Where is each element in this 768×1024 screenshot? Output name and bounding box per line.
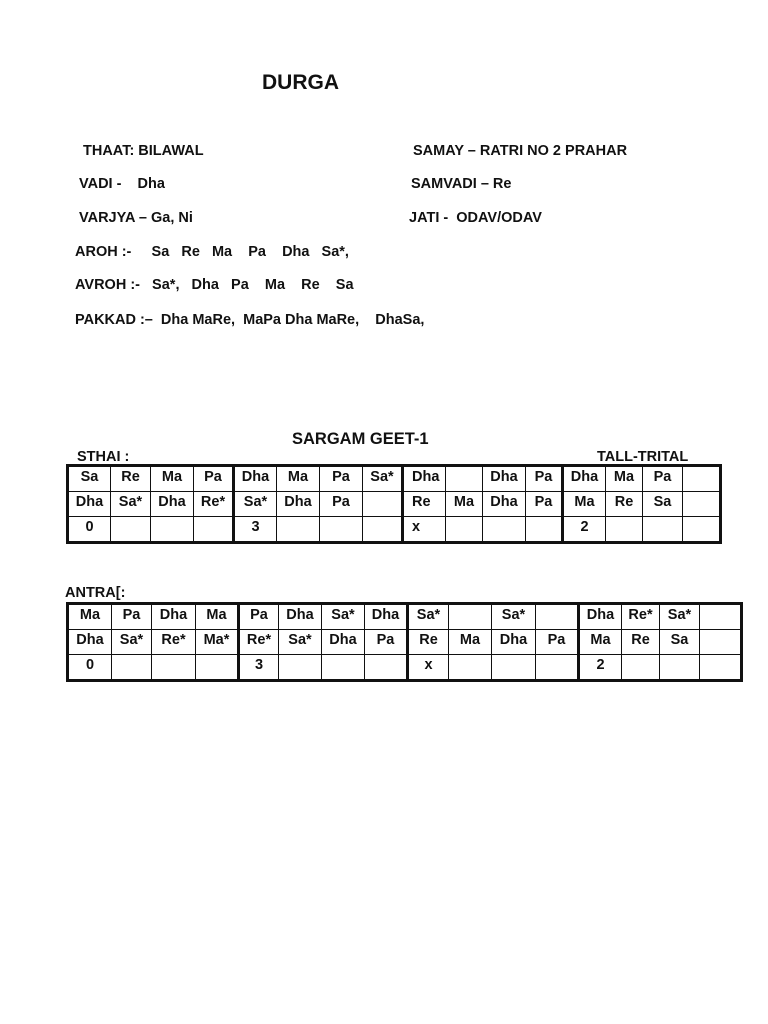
sthai-cell bbox=[683, 492, 721, 517]
antra-row bbox=[68, 655, 742, 681]
antra-cell: Re* bbox=[239, 630, 279, 655]
sthai-table bbox=[66, 464, 722, 544]
antra-cell: 0 bbox=[68, 655, 112, 681]
antra-cell bbox=[449, 604, 492, 630]
sthai-cell bbox=[643, 517, 683, 543]
antra-cell bbox=[152, 655, 196, 681]
sthai-cell: Sa* bbox=[111, 492, 151, 517]
antra-cell: Ma* bbox=[196, 630, 239, 655]
antra-cell: Dha bbox=[579, 604, 622, 630]
antra-cell: 3 bbox=[239, 655, 279, 681]
antra-cell: 2 bbox=[579, 655, 622, 681]
antra-cell bbox=[622, 655, 660, 681]
sthai-cell: 0 bbox=[68, 517, 111, 543]
sthai-cell: Sa* bbox=[363, 466, 403, 492]
antra-cell: Pa bbox=[536, 630, 579, 655]
sthai-row bbox=[68, 492, 721, 517]
samay-text: SAMAY – RATRI NO 2 PRAHAR bbox=[413, 143, 628, 159]
antra-cell bbox=[365, 655, 408, 681]
sthai-cell bbox=[363, 492, 403, 517]
sthai-cell: Dha bbox=[151, 492, 194, 517]
sthai-cell: Sa* bbox=[234, 492, 277, 517]
antra-cell: Sa* bbox=[112, 630, 152, 655]
taal-label: TALL-TRITAL bbox=[597, 449, 689, 465]
sthai-cell: Ma bbox=[277, 466, 320, 492]
antra-cell bbox=[700, 630, 742, 655]
avroh-text: AVROH :- Sa*, Dha Pa Ma Re Sa bbox=[75, 277, 354, 293]
antra-cell bbox=[660, 655, 700, 681]
section-title: SARGAM GEET-1 bbox=[292, 430, 429, 448]
antra-cell bbox=[700, 655, 742, 681]
sthai-cell bbox=[277, 517, 320, 543]
antra-cell: x bbox=[408, 655, 449, 681]
sthai-cell: Pa bbox=[643, 466, 683, 492]
sthai-cell: Dha bbox=[563, 466, 606, 492]
antra-cell: Dha bbox=[152, 604, 196, 630]
sthai-cell: Re bbox=[111, 466, 151, 492]
sthai-cell: Re bbox=[606, 492, 643, 517]
sthai-cell bbox=[446, 466, 483, 492]
antra-cell: Sa* bbox=[492, 604, 536, 630]
sthai-cell bbox=[151, 517, 194, 543]
thaat-text: THAAT: BILAWAL bbox=[83, 143, 204, 159]
antra-cell: Dha bbox=[492, 630, 536, 655]
sthai-cell: Dha bbox=[68, 492, 111, 517]
sthai-cell: Ma bbox=[446, 492, 483, 517]
antra-cell: Dha bbox=[365, 604, 408, 630]
antra-cell: Re* bbox=[152, 630, 196, 655]
antra-cell: Sa* bbox=[322, 604, 365, 630]
sthai-cell bbox=[363, 517, 403, 543]
sthai-cell: Pa bbox=[320, 466, 363, 492]
sthai-row bbox=[68, 466, 721, 492]
pakkad-text: PAKKAD :– Dha MaRe, MaPa Dha MaRe, DhaSa, bbox=[75, 312, 425, 328]
sthai-cell: Dha bbox=[403, 466, 446, 492]
sthai-cell bbox=[320, 517, 363, 543]
antra-cell: Pa bbox=[239, 604, 279, 630]
sthai-cell bbox=[446, 517, 483, 543]
antra-cell: Ma bbox=[68, 604, 112, 630]
antra-cell bbox=[492, 655, 536, 681]
antra-cell bbox=[700, 604, 742, 630]
antra-cell bbox=[196, 655, 239, 681]
sthai-cell: 2 bbox=[563, 517, 606, 543]
sthai-cell: Dha bbox=[234, 466, 277, 492]
sthai-cell: Re* bbox=[194, 492, 234, 517]
raga-title: DURGA bbox=[262, 71, 339, 94]
antra-cell: Ma bbox=[579, 630, 622, 655]
sthai-label: STHAI : bbox=[77, 449, 130, 465]
antra-cell: Dha bbox=[68, 630, 112, 655]
antra-cell: Sa* bbox=[660, 604, 700, 630]
sthai-cell bbox=[526, 517, 563, 543]
sthai-cell: Sa bbox=[643, 492, 683, 517]
antra-cell bbox=[449, 655, 492, 681]
sthai-cell: x bbox=[403, 517, 446, 543]
sthai-cell bbox=[483, 517, 526, 543]
antra-cell bbox=[322, 655, 365, 681]
sthai-cell bbox=[683, 517, 721, 543]
sthai-cell: Sa bbox=[68, 466, 111, 492]
sthai-cell bbox=[606, 517, 643, 543]
antra-cell: Sa* bbox=[408, 604, 449, 630]
sthai-cell bbox=[111, 517, 151, 543]
antra-cell: Sa* bbox=[279, 630, 322, 655]
antra-cell: Pa bbox=[112, 604, 152, 630]
antra-row bbox=[68, 630, 742, 655]
antra-cell: Ma bbox=[449, 630, 492, 655]
antra-cell bbox=[536, 604, 579, 630]
sthai-cell: Ma bbox=[151, 466, 194, 492]
sthai-cell: Dha bbox=[483, 466, 526, 492]
antra-cell: Re* bbox=[622, 604, 660, 630]
antra-cell: Re bbox=[622, 630, 660, 655]
sthai-cell: Dha bbox=[277, 492, 320, 517]
antra-cell bbox=[536, 655, 579, 681]
sthai-cell: Pa bbox=[526, 492, 563, 517]
sthai-cell: Re bbox=[403, 492, 446, 517]
aroh-text: AROH :- Sa Re Ma Pa Dha Sa*, bbox=[75, 244, 349, 260]
antra-table bbox=[66, 602, 743, 682]
jati-text: JATI - ODAV/ODAV bbox=[409, 210, 542, 226]
antra-cell: Sa bbox=[660, 630, 700, 655]
antra-row bbox=[68, 604, 742, 630]
antra-cell: Dha bbox=[279, 604, 322, 630]
sthai-cell: Dha bbox=[483, 492, 526, 517]
vadi-text: VADI - Dha bbox=[79, 176, 165, 192]
sthai-row bbox=[68, 517, 721, 543]
sthai-cell bbox=[194, 517, 234, 543]
sthai-cell: Ma bbox=[563, 492, 606, 517]
sthai-cell: Pa bbox=[526, 466, 563, 492]
antra-cell: Re bbox=[408, 630, 449, 655]
sthai-cell: 3 bbox=[234, 517, 277, 543]
sthai-cell: Pa bbox=[320, 492, 363, 517]
sthai-cell bbox=[683, 466, 721, 492]
antra-cell: Ma bbox=[196, 604, 239, 630]
samvadi-text: SAMVADI – Re bbox=[411, 176, 512, 192]
antra-cell: Pa bbox=[365, 630, 408, 655]
antra-label: ANTRA[: bbox=[65, 585, 126, 601]
sthai-cell: Ma bbox=[606, 466, 643, 492]
sthai-cell: Pa bbox=[194, 466, 234, 492]
varjya-text: VARJYA – Ga, Ni bbox=[79, 210, 193, 226]
antra-cell bbox=[112, 655, 152, 681]
antra-cell: Dha bbox=[322, 630, 365, 655]
antra-cell bbox=[279, 655, 322, 681]
